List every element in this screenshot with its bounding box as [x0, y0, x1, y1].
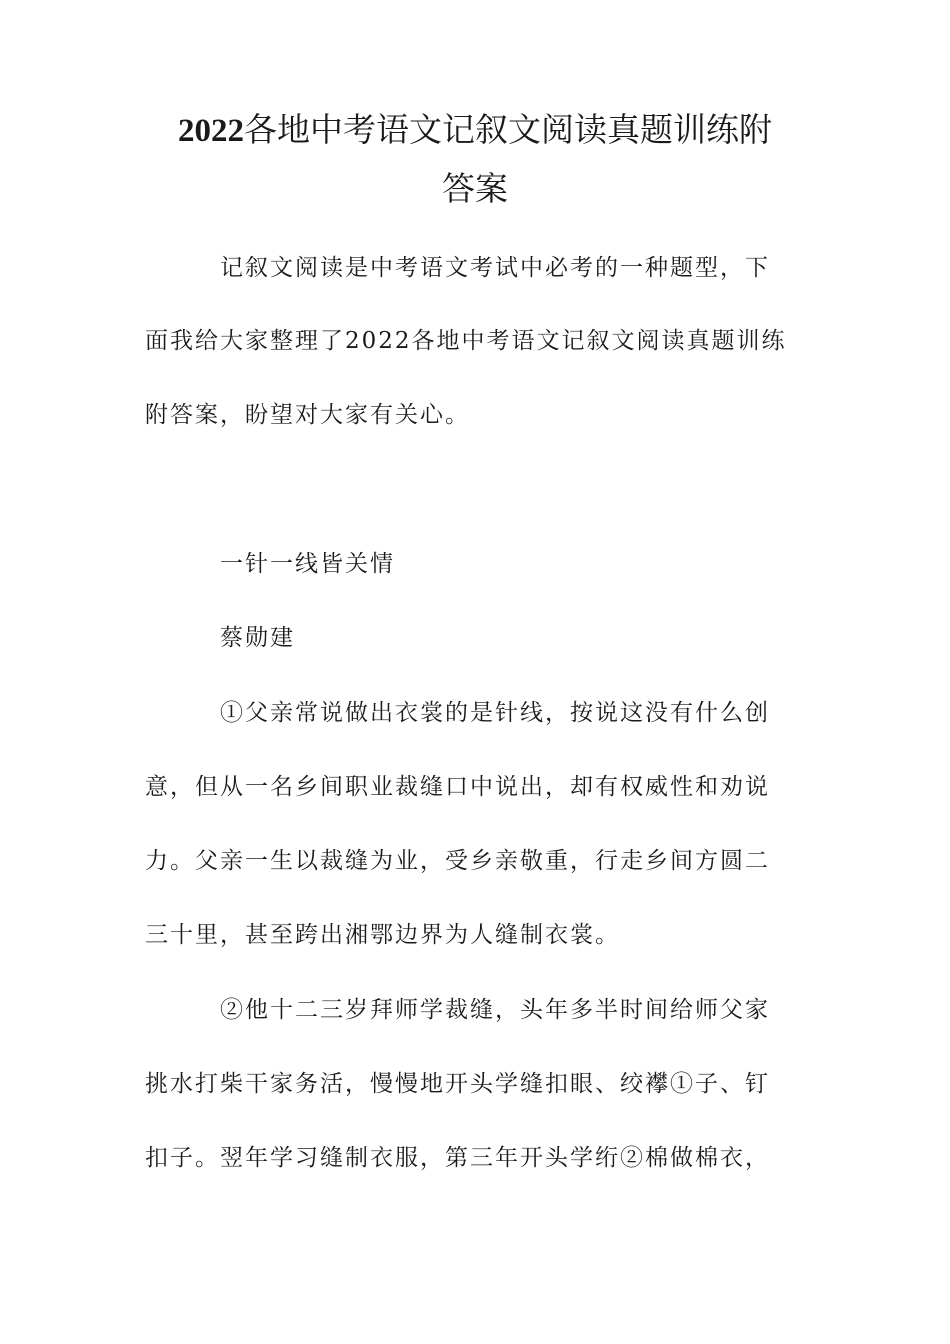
document-title-line-2: 答案	[442, 169, 508, 208]
intro-line-3: 附答案，盼望对大家有关心。	[145, 402, 470, 428]
paragraph-2-line-2: 挑水打柴干家务活，慢慢地开头学缝扣眼、绞襻①子、钉	[145, 1071, 770, 1097]
title-text: 各地中考语文记叙文阅读真题训练附	[244, 110, 772, 149]
paragraph-1-line-2: 意，但从一名乡间职业裁缝口中说出，却有权威性和劝说	[145, 774, 770, 800]
intro-line-2: 面我给大家整理了2022各地中考语文记叙文阅读真题训练	[145, 328, 787, 354]
article-author: 蔡勋建	[220, 625, 295, 651]
paragraph-1-line-3: 力。父亲一生以裁缝为业，受乡亲敬重，行走乡间方圆二	[145, 848, 770, 874]
paragraph-1-line-1: ①父亲常说做出衣裳的是针线，按说这没有什么创	[220, 700, 770, 726]
article-title: 一针一线皆关情	[220, 551, 395, 577]
paragraph-1-line-4: 三十里，甚至跨出湘鄂边界为人缝制衣裳。	[145, 922, 620, 948]
document-title-line-1	[140, 103, 810, 158]
intro-line-1: 记叙文阅读是中考语文考试中必考的一种题型，下	[220, 255, 770, 281]
title-year: 2022	[178, 113, 244, 149]
paragraph-2-line-3: 扣子。翌年学习缝制衣服，第三年开头学绗②棉做棉衣，	[145, 1145, 770, 1171]
paragraph-2-line-1: ②他十二三岁拜师学裁缝，头年多半时间给师父家	[220, 997, 770, 1023]
